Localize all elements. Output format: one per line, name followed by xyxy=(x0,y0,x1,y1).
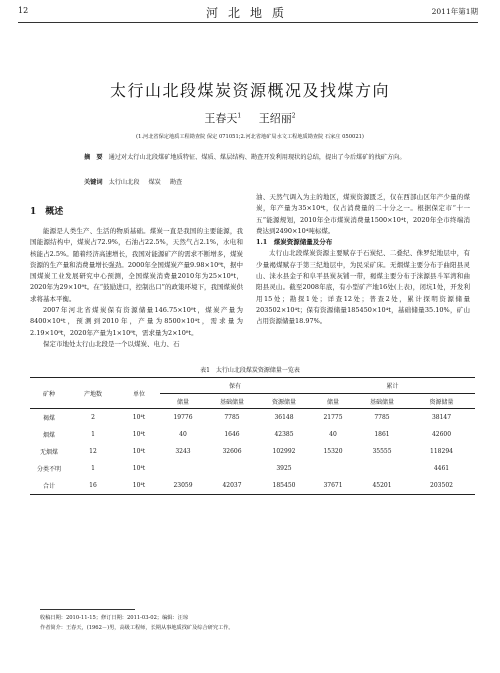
cell-value: 7785 xyxy=(374,414,390,421)
cell-value: 102992 xyxy=(272,448,296,455)
body-paragraph: 油、天然气调入为主的地区，煤炭资源匮乏，仅在西部山区年产少量的煤炭，年产量为35×10⁴t，仅占消费量的二十分之一。根据保定市“十一五”能源规划，2010年全市煤炭消费量1500×10⁴t，2020年全市终端消费达到2490×10⁴吨标煤。 xyxy=(256,193,470,235)
cell-value: 40 xyxy=(329,431,337,438)
author-name: 王绍丽 xyxy=(258,112,292,125)
cell-value: 42600 xyxy=(431,431,452,438)
keyword: 勘查 xyxy=(169,179,183,186)
cell-value: 185450 xyxy=(258,477,310,495)
cell-unit: 10⁴t xyxy=(132,414,146,421)
header-divider xyxy=(18,22,478,23)
cell-sites: 16 xyxy=(68,477,118,495)
keywords-label: 关键词 xyxy=(84,179,103,186)
cell-value: 37671 xyxy=(310,477,356,495)
journal-issue: 2011年第1期 xyxy=(431,7,478,16)
article-title: 太行山北段煤炭资源概况及找煤方向 xyxy=(109,81,390,100)
abstract-label: 摘 要 xyxy=(84,154,103,161)
table-caption: 表1 太行山北段煤炭资源储量一览表 xyxy=(200,367,300,374)
footnote-dates: 收稿日期：2010-11-15；修订日期：2011-03-02；编辑：汪琼 xyxy=(40,615,189,621)
cell-value: 42385 xyxy=(274,431,294,438)
reserves-table xyxy=(30,377,475,495)
body-paragraph: 2007年河北省煤炭保有资源储量146.75×10⁸t，煤炭产量为8400×10⁴t，预测到2010年，产量为8500×10⁴t，需求量为2.19×10⁸t，2020年产量为1×10⁸t，需求量为2×10⁸t。 xyxy=(30,306,243,337)
table-row xyxy=(30,443,475,460)
col-group-cumulative: 累计 xyxy=(310,378,475,394)
cell-mineral: 分类不明 xyxy=(36,466,61,473)
abstract xyxy=(84,153,412,163)
keyword: 太行山北段 xyxy=(108,179,140,186)
cell-value: 42037 xyxy=(206,477,258,495)
cell-mineral: 无烟煤 xyxy=(39,449,58,456)
author-name: 王春天 xyxy=(204,112,238,125)
affiliation: (1.河北省保定地质工程勘查院 保定 071051;2.河北省地矿局水文工程地质勘查院 石家庄 050021) xyxy=(136,134,364,140)
cell-sites: 1 xyxy=(91,431,95,438)
section-heading: 1 概述 xyxy=(30,207,64,217)
cell-value: 38147 xyxy=(431,414,452,421)
cell-value: 4461 xyxy=(433,465,450,472)
body-column-right xyxy=(256,192,470,328)
keywords xyxy=(84,177,191,186)
journal-name: 河北地质 xyxy=(205,6,294,20)
table-row xyxy=(30,426,475,443)
footnote-author-bio: 作者简介：王春天，(1962－)男，高级工程师，长期从事地质找矿及综合研究工作。 xyxy=(40,625,234,631)
col-header-resources: 资源储量 xyxy=(408,394,475,409)
cell-value: 3925 xyxy=(276,465,292,472)
author-affil-marker: 2 xyxy=(291,112,296,120)
cell-value: 3243 xyxy=(175,448,191,455)
cell-value: 32606 xyxy=(222,448,242,455)
footnote-divider xyxy=(40,609,135,610)
cell-value: 1861 xyxy=(374,431,390,438)
cell-value: 15320 xyxy=(323,448,343,455)
cell-unit: 10⁴t xyxy=(132,431,146,438)
cell-value: 45201 xyxy=(356,477,408,495)
subsection-heading: 1.1 煤炭资源储量及分布 xyxy=(256,238,333,247)
body-column-left xyxy=(30,226,243,350)
cell-value xyxy=(356,460,408,477)
cell-value: 21775 xyxy=(323,414,343,421)
col-group-retained: 保有 xyxy=(160,378,310,394)
cell-unit: 10⁴t xyxy=(132,448,146,455)
col-header-mineral: 矿种 xyxy=(30,378,68,409)
table-row xyxy=(30,460,475,477)
col-header-basic-reserves: 基础储量 xyxy=(356,394,408,409)
cell-unit: 10⁴t xyxy=(132,465,146,472)
cell-value: 7785 xyxy=(224,414,240,421)
cell-mineral: 烟煤 xyxy=(42,432,55,439)
abstract-text: 通过对太行山北段煤矿地质特征、煤质、煤层结构、勘查开发利用现状的总结，提出了今后煤矿的找矿方向。 xyxy=(108,154,406,161)
col-header-unit: 单位 xyxy=(118,378,160,409)
cell-unit: 10⁴t xyxy=(118,477,160,495)
col-header-resources: 资源储量 xyxy=(258,394,310,409)
cell-sites: 12 xyxy=(89,448,97,455)
table-row-total xyxy=(30,477,475,495)
cell-mineral: 褐煤 xyxy=(42,415,55,422)
body-paragraph: 保定市地处太行山北段是一个以煤炭、电力、石 xyxy=(43,339,180,348)
cell-value: 23059 xyxy=(160,477,206,495)
cell-value: 19776 xyxy=(173,414,193,421)
cell-value: 36148 xyxy=(274,414,294,421)
col-header-reserves: 储量 xyxy=(310,394,356,409)
cell-value xyxy=(310,460,356,477)
cell-value: 118294 xyxy=(430,448,453,455)
cell-mineral: 合计 xyxy=(30,477,68,495)
body-paragraph: 能源是人类生产、生活的物质基础。煤炭一直是我国的主要能源，我国能源结构中，煤炭占72.9%，石油占22.5%，天然气占2.1%，水电和核能占2.5%。随着经济高速增长，我国对能源矿产的需求不断增多，煤炭资源的生产量和消费量增长强劲。2000年全国煤炭产量9.98×10⁸t，据中国煤炭工业发展研究中心预测，全国煤炭消费量2010年为25×10⁸t，2020年为29×10⁸t。在“鼓励进口，控制出口”的政策环境下，我国煤炭供求将基本平衡。 xyxy=(30,227,243,303)
cell-sites: 1 xyxy=(91,465,95,472)
cell-value: 1646 xyxy=(224,431,240,438)
cell-sites: 2 xyxy=(91,414,95,421)
keyword: 煤炭 xyxy=(148,179,161,186)
author-affil-marker: 1 xyxy=(237,112,242,120)
col-header-basic-reserves: 基础储量 xyxy=(206,394,258,409)
page-number: 12 xyxy=(18,6,29,15)
cell-value: 203502 xyxy=(408,477,475,495)
body-paragraph: 太行山北段煤炭资源主要赋存于石炭纪、二叠纪、侏罗纪地层中，有少量褐煤赋存于第三纪地层中，为民采矿床。无烟煤主要分布于曲阳县灵山、涞水县金子和阜平县炭灰铺一带，褐煤主要分布于涞源县斗军湾和曲阳县灵山。截至2008年底，有小型矿产地16处(上表)，闭坑1处，开发利用15处；勘探1处；详查12处；普查2处，累计探明资源储量203502×10⁴t；保有资源储量185450×10⁴t，基础储量35.10%，矿山占用资源储量18.97%。 xyxy=(256,249,470,326)
col-header-reserves: 储量 xyxy=(160,394,206,409)
table-row xyxy=(30,409,475,427)
cell-value: 40 xyxy=(179,431,187,438)
col-header-sites: 产地数 xyxy=(68,378,118,409)
cell-value xyxy=(206,460,258,477)
author-list xyxy=(0,110,500,126)
cell-value xyxy=(160,460,206,477)
cell-value: 35555 xyxy=(372,448,392,455)
